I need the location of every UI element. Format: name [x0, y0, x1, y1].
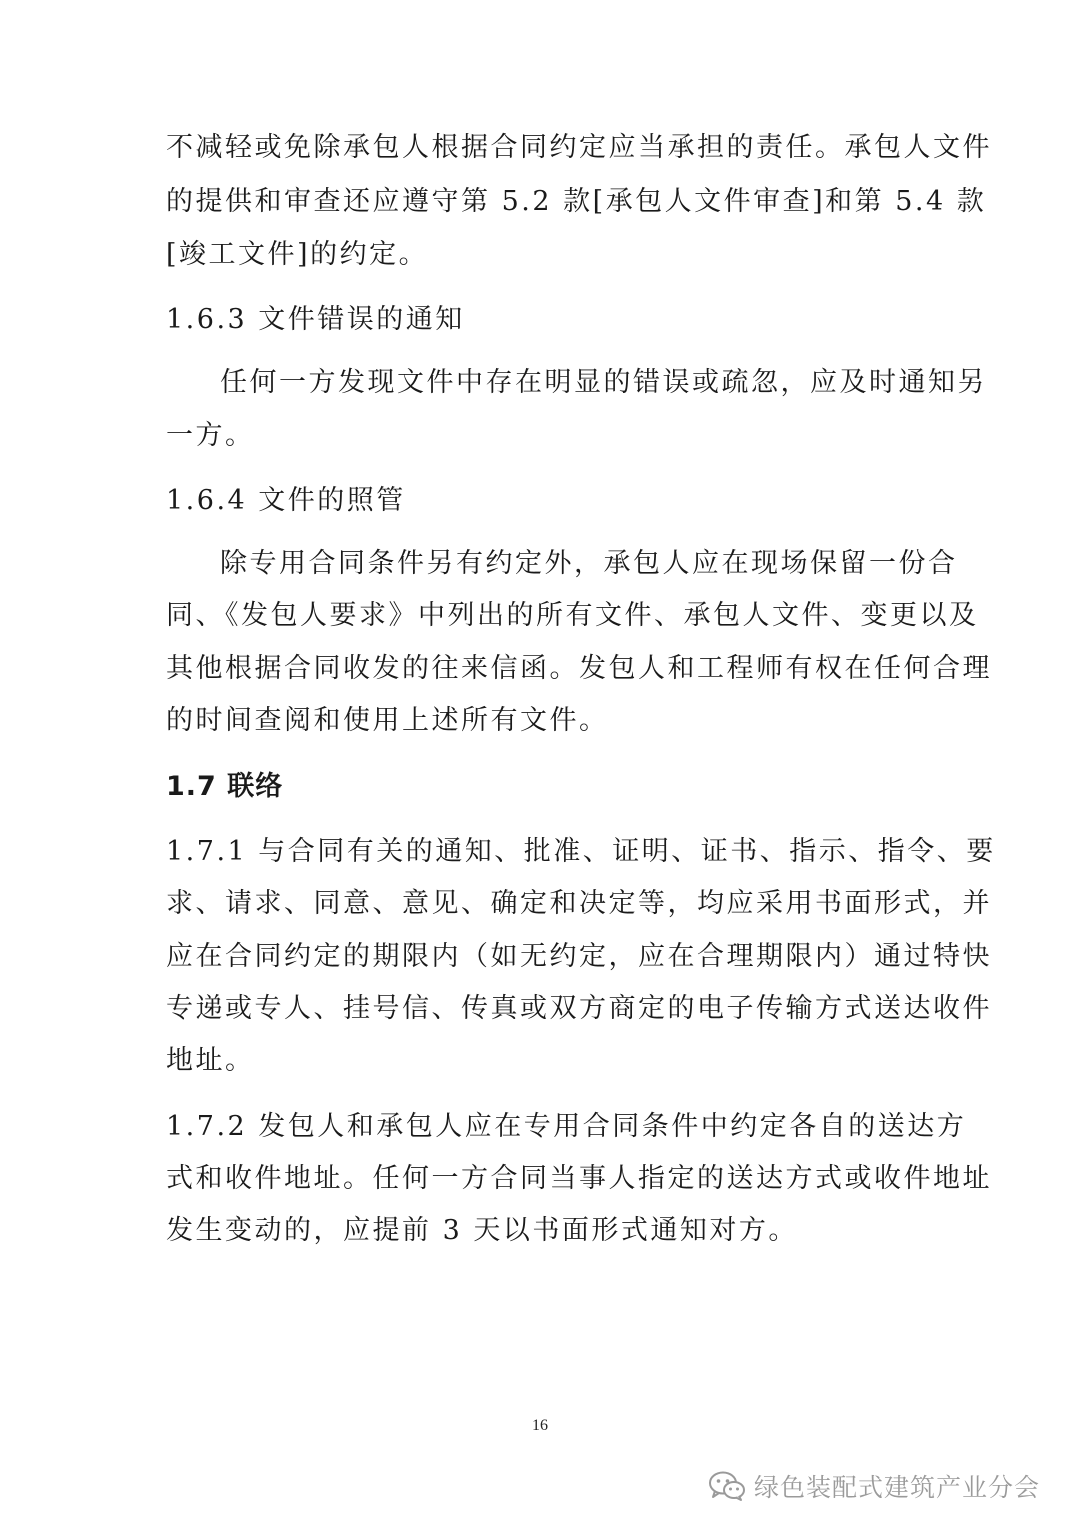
watermark-text: 绿色装配式建筑产业分会 [754, 1473, 1041, 1502]
section-heading-1-7: 1.7 联络 [166, 771, 284, 802]
wechat-icon [708, 1470, 746, 1502]
body-line: [竣工文件]的约定。 [166, 239, 429, 270]
body-line: 式和收件地址。任何一方合同当事人指定的送达方式或收件地址 [166, 1163, 992, 1194]
body-line: 求、请求、同意、意见、确定和决定等，均应采用书面形式，并 [166, 888, 992, 919]
body-line: 专递或专人、挂号信、传真或双方商定的电子传输方式送达收件 [166, 993, 992, 1024]
body-line: 其他根据合同收发的往来信函。发包人和工程师有权在任何合理 [166, 653, 992, 684]
body-line: 除专用合同条件另有约定外，承包人应在现场保留一份合 [220, 548, 958, 579]
body-line: 1.7.2 发包人和承包人应在专用合同条件中约定各自的送达方 [166, 1111, 967, 1142]
page-number: 16 [532, 1417, 548, 1434]
body-line: 发生变动的，应提前 3 天以书面形式通知对方。 [166, 1215, 798, 1246]
body-line: 不减轻或免除承包人根据合同约定应当承担的责任。承包人文件 [166, 132, 992, 163]
section-heading-1-6-4: 1.6.4 文件的照管 [166, 485, 406, 516]
body-line: 的时间查阅和使用上述所有文件。 [166, 705, 609, 736]
body-line: 1.7.1 与合同有关的通知、批准、证明、证书、指示、指令、要 [166, 836, 996, 867]
watermark [708, 1468, 1040, 1504]
body-line: 地址。 [166, 1045, 255, 1076]
body-line: 任何一方发现文件中存在明显的错误或疏忽，应及时通知另 [220, 367, 987, 398]
body-line: 一方。 [166, 420, 255, 451]
body-line: 同、《发包人要求》中列出的所有文件、承包人文件、变更以及 [166, 600, 979, 631]
body-line: 应在合同约定的期限内（如无约定，应在合理期限内）通过特快 [166, 941, 992, 972]
body-line: 的提供和审查还应遵守第 5.2 款[承包人文件审查]和第 5.4 款 [166, 186, 987, 217]
section-heading-1-6-3: 1.6.3 文件错误的通知 [166, 304, 465, 335]
